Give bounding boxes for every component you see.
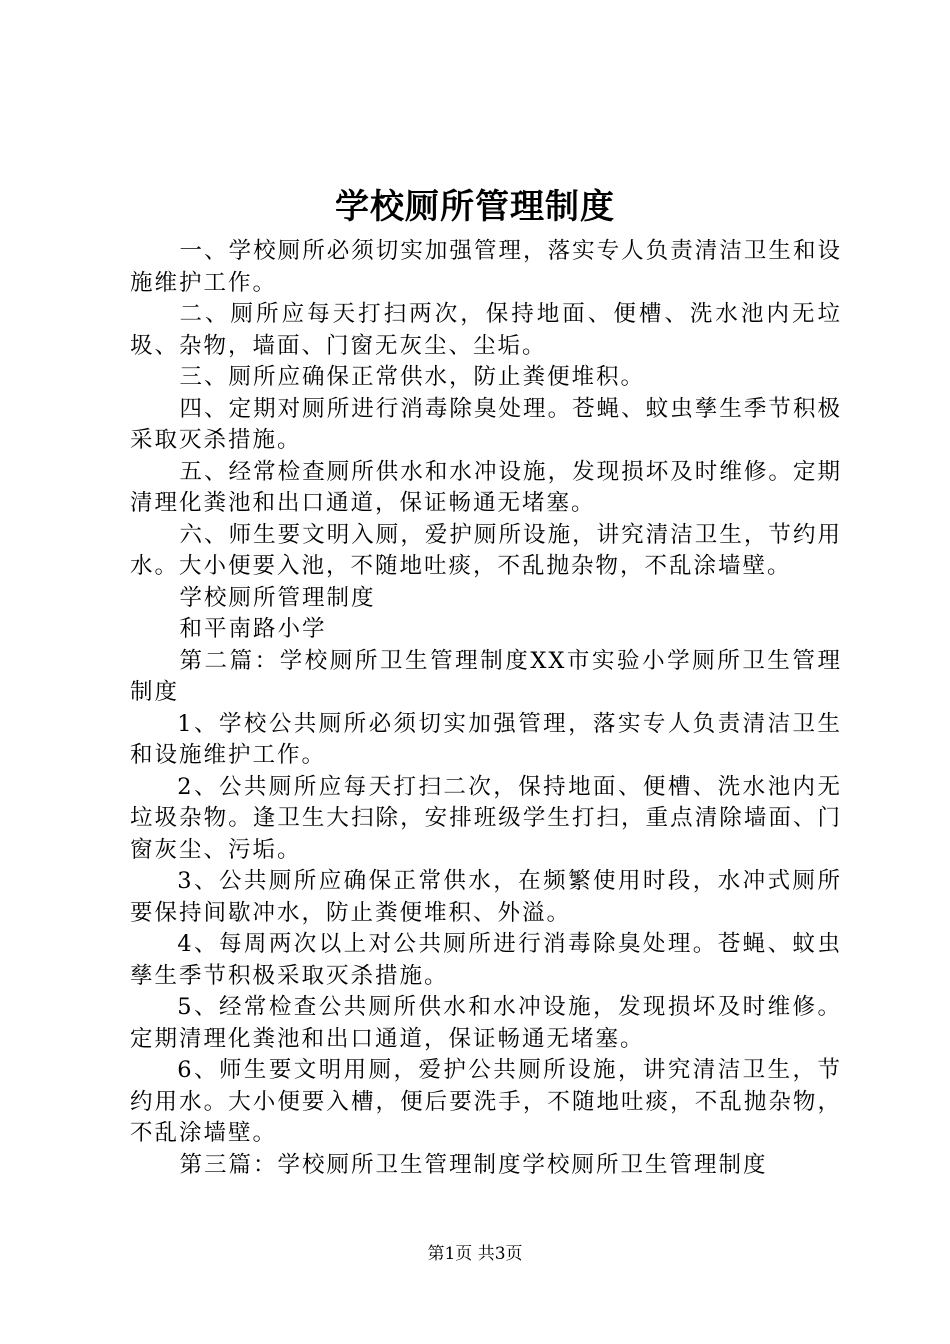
paragraph: 3、公共厕所应确保正常供水，在频繁使用时段，水冲式厕所要保持间歇冲水，防止粪便堆积、外溢。	[130, 868, 842, 926]
paragraph: 四、定期对厕所进行消毒除臭处理。苍蝇、蚊虫孳生季节积极采取灭杀措施。	[130, 395, 842, 453]
paragraph: 第二篇：学校厕所卫生管理制度XX市实验小学厕所卫生管理制度	[130, 647, 842, 705]
paragraph: 三、厕所应确保正常供水，防止粪便堆积。	[179, 364, 646, 390]
paragraph: 5、经常检查公共厕所供水和水冲设施，发现损坏及时维修。定期清理化粪池和出口通道，保证畅通无堵塞。	[130, 994, 842, 1052]
document-body	[130, 236, 842, 1181]
paragraph: 4、每周两次以上对公共厕所进行消毒除臭处理。苍蝇、蚊虫孳生季节积极采取灭杀措施。	[130, 931, 842, 989]
document-title: 学校厕所管理制度	[335, 187, 615, 227]
paragraph: 五、经常检查厕所供水和水冲设施，发现损坏及时维修。定期清理化粪池和出口通道，保证畅通无堵塞。	[130, 458, 842, 516]
paragraph: 一、学校厕所必须切实加强管理，落实专人负责清洁卫生和设施维护工作。	[130, 238, 842, 296]
paragraph: 学校厕所管理制度	[179, 584, 376, 611]
paragraph: 六、师生要文明入厕，爱护厕所设施，讲究清洁卫生，节约用水。大小便要入池，不随地吐痰，不乱抛杂物，不乱涂墙壁。	[130, 521, 842, 579]
paragraph: 1、学校公共厕所必须切实加强管理，落实专人负责清洁卫生和设施维护工作。	[130, 710, 842, 768]
page-footer: 第1页 共3页	[427, 1244, 523, 1264]
paragraph: 和平南路小学	[179, 616, 327, 642]
paragraph: 2、公共厕所应每天打扫二次，保持地面、便槽、洗水池内无垃圾杂物。逢卫生大扫除，安排班级学生打扫，重点清除墙面、门窗灰尘、污垢。	[130, 773, 842, 863]
paragraph: 6、师生要文明用厕，爱护公共厕所设施，讲究清洁卫生，节约用水。大小便要入槽，便后要洗手，不随地吐痰，不乱抛杂物，不乱涂墙壁。	[130, 1057, 842, 1146]
paragraph: 第三篇：学校厕所卫生管理制度学校厕所卫生管理制度	[179, 1151, 768, 1178]
paragraph: 二、厕所应每天打扫两次，保持地面、便槽、洗水池内无垃圾、杂物，墙面、门窗无灰尘、尘垢。	[130, 301, 842, 359]
